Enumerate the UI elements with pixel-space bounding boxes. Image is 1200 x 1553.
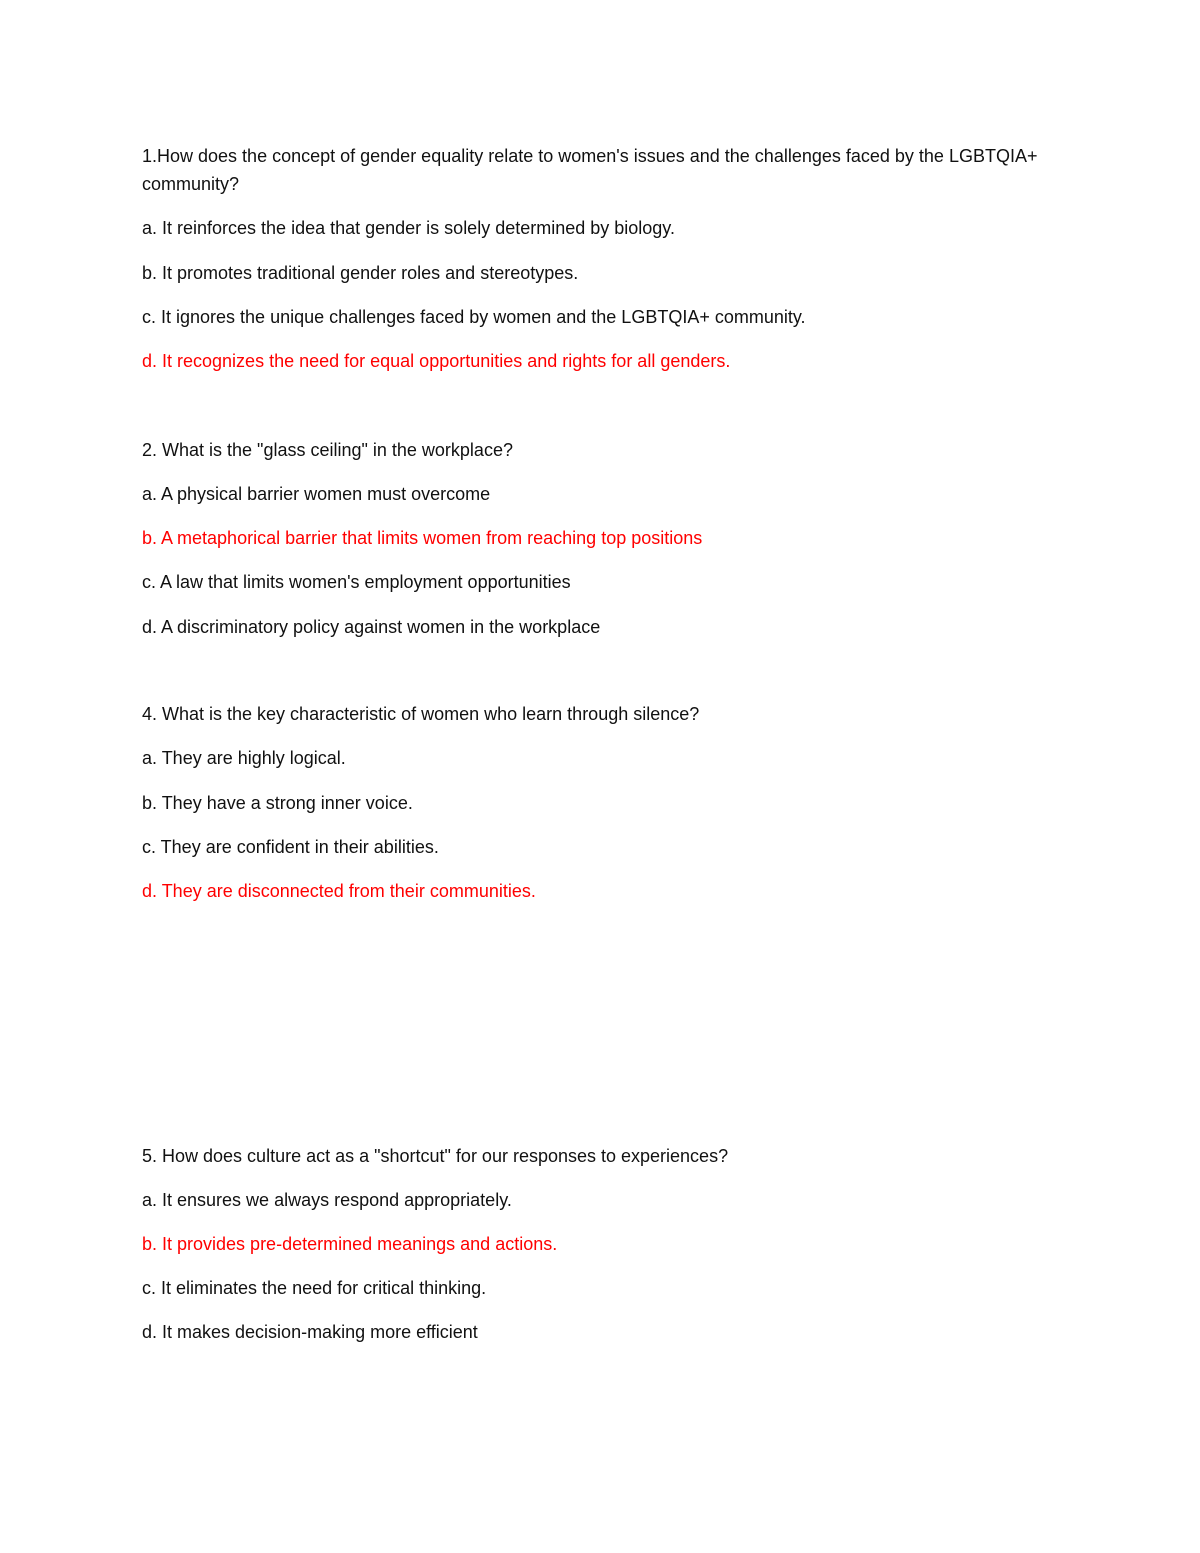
question-5-prompt: 5. How does culture act as a "shortcut" for our responses to experiences? <box>142 1146 729 1166</box>
question-2-prompt: 2. What is the "glass ceiling" in the workplace? <box>142 440 513 460</box>
question-5-option-c: c. It eliminates the need for critical thinking. <box>142 1278 487 1298</box>
question-2-option-c: c. A law that limits women's employment opportunities <box>142 572 571 592</box>
question-4-option-a: a. They are highly logical. <box>142 748 346 768</box>
question-1-option-c: c. It ignores the unique challenges faced by women and the LGBTQIA+ community. <box>142 307 806 327</box>
question-5-option-d: d. It makes decision-making more efficient <box>142 1322 478 1342</box>
question-1-option-d: d. It recognizes the need for equal opportunities and rights for all genders. <box>142 351 731 371</box>
question-2-option-b: b. A metaphorical barrier that limits women from reaching top positions <box>142 528 703 548</box>
question-2-option-d: d. A discriminatory policy against women in the workplace <box>142 617 601 637</box>
question-4-option-b: b. They have a strong inner voice. <box>142 793 413 813</box>
question-1-option-a: a. It reinforces the idea that gender is solely determined by biology. <box>142 218 675 238</box>
question-4-prompt: 4. What is the key characteristic of women who learn through silence? <box>142 704 700 724</box>
question-1-prompt: 1.How does the concept of gender equality relate to women's issues and the challenges faced by the LGBTQIA+ community? <box>142 146 1038 194</box>
question-1-option-b: b. It promotes traditional gender roles and stereotypes. <box>142 263 579 283</box>
question-5-option-a: a. It ensures we always respond appropriately. <box>142 1190 512 1210</box>
question-4-option-d: d. They are disconnected from their communities. <box>142 881 536 901</box>
question-4-option-c: c. They are confident in their abilities. <box>142 837 439 857</box>
question-5-option-b: b. It provides pre-determined meanings and actions. <box>142 1234 558 1254</box>
question-2-option-a: a. A physical barrier women must overcome <box>142 484 491 504</box>
